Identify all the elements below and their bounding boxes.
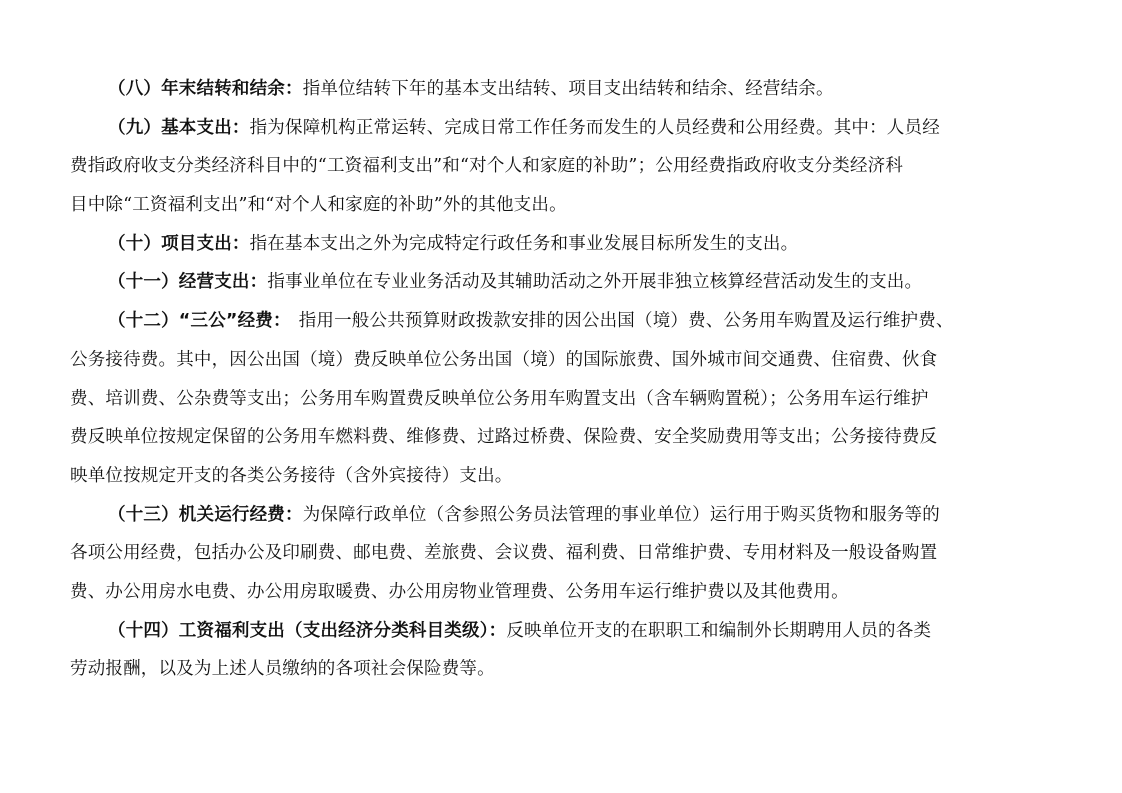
paragraph-text: 公务接待费。其中，因公出国（境）费反映单位公务出国（境）的国际旅费、国外城市间交通费、住宿费、伙食	[70, 349, 938, 370]
paragraph-12-line-5	[70, 457, 1070, 496]
paragraph-text: 指为保障机构正常运转、完成日常工作任务而发生的人员经费和公用经费。其中：人员经	[249, 117, 940, 138]
paragraph-13-line-1	[70, 496, 1070, 535]
term-heading: （十四）工资福利支出（支出经济分类科目类级）：	[108, 620, 507, 641]
paragraph-12-line-1	[70, 302, 1070, 341]
paragraph-text: 目中除“工资福利支出”和“对个人和家庭的补助”外的其他支出。	[70, 195, 567, 216]
paragraph-text: 映单位按规定开支的各类公务接待（含外宾接待）支出。	[70, 465, 513, 486]
paragraph-8-line-1	[70, 70, 1070, 109]
document-page	[70, 70, 1070, 689]
term-heading: （十二）“三公”经费：	[108, 311, 291, 332]
paragraph-text: 指用一般公共预算财政拨款安排的因公出国（境）费、公务用车购置及运行维护费、	[298, 311, 954, 332]
paragraph-14-line-2	[70, 650, 1070, 689]
paragraph-13-line-2	[70, 534, 1070, 573]
paragraph-text: 指在基本支出之外为完成特定行政任务和事业发展目标所发生的支出。	[249, 233, 799, 254]
paragraph-text: 劳动报酬，以及为上述人员缴纳的各项社会保险费等。	[70, 659, 495, 680]
term-heading: （十一）经营支出：	[108, 272, 268, 293]
term-heading: （十三）机关运行经费：	[108, 504, 303, 525]
term-heading: （十）项目支出：	[108, 233, 250, 254]
paragraph-text: 费指政府收支分类经济科目中的“工资福利支出”和“对个人和家庭的补助”；公用经费指政府收支分类经济科	[70, 156, 904, 177]
paragraph-10-line-1	[70, 225, 1070, 264]
paragraph-14-line-1	[70, 612, 1070, 651]
paragraph-text: 指事业单位在专业业务活动及其辅助活动之外开展非独立核算经营活动发生的支出。	[267, 272, 923, 293]
paragraph-9-line-2	[70, 147, 1070, 186]
paragraph-text: 各项公用经费，包括办公及印刷费、邮电费、差旅费、会议费、福利费、日常维护费、专用材料及一般设备购置	[70, 543, 938, 564]
paragraph-text: 费、培训费、公杂费等支出；公务用车购置费反映单位公务用车购置支出（含车辆购置税）；公务用车运行维护	[70, 388, 929, 409]
paragraph-text: 为保障行政单位（含参照公务员法管理的事业单位）运行用于购买货物和服务等的	[302, 504, 940, 525]
paragraph-12-line-3	[70, 380, 1070, 419]
paragraph-11-line-1	[70, 263, 1070, 302]
term-heading: （八）年末结转和结余：	[108, 79, 303, 99]
paragraph-9-line-3	[70, 186, 1070, 225]
paragraph-12-line-4	[70, 418, 1070, 457]
paragraph-text: 费反映单位按规定保留的公务用车燃料费、维修费、过路过桥费、保险费、安全奖励费用等支出；公务接待费反	[70, 427, 938, 448]
paragraph-text: 指单位结转下年的基本支出结转、项目支出结转和结余、经营结余。	[302, 79, 834, 99]
paragraph-12-line-2	[70, 341, 1070, 380]
paragraph-9-line-1	[70, 109, 1070, 148]
term-heading: （九）基本支出：	[108, 117, 250, 138]
paragraph-text: 反映单位开支的在职职工和编制外长期聘用人员的各类	[506, 620, 932, 641]
paragraph-13-line-3	[70, 573, 1070, 612]
paragraph-text: 费、办公用房水电费、办公用房取暖费、办公用房物业管理费、公务用车运行维护费以及其他费用。	[70, 581, 849, 602]
